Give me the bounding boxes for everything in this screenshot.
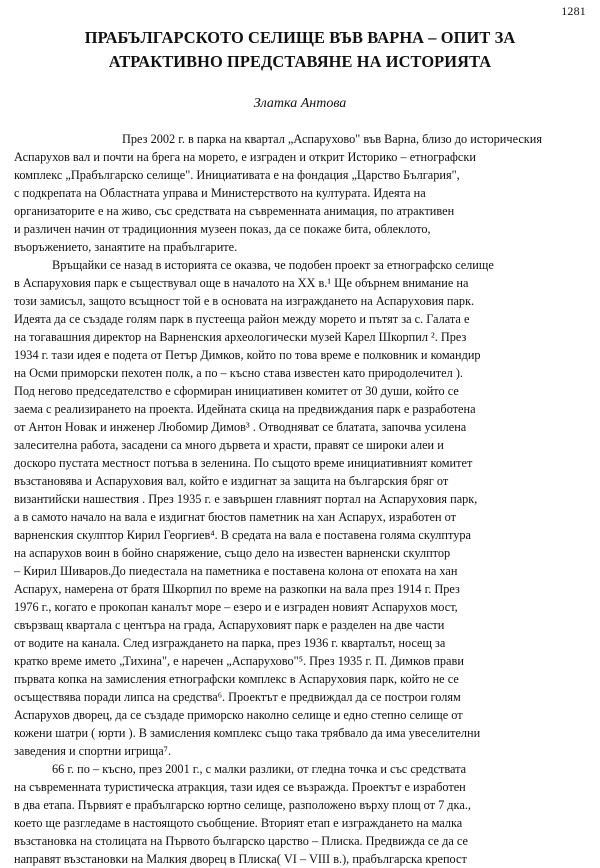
text-line: През 2002 г. в парка на квартал „Аспарухово" във Варна, близо до историческия: [122, 132, 542, 146]
text-line: комплекс „Прабългарско селище". Инициативата е на фондация „Царство България",: [14, 168, 460, 182]
author-name: Златка Антова: [253, 96, 347, 111]
text-line: с подкрепата на Областната управа и Министерството на културата. Идеята на: [14, 186, 426, 200]
page-number: 1281: [561, 4, 586, 18]
text-line: византийски нашествия . През 1935 г. е завършен главният портал на Аспаруховия парк,: [14, 492, 478, 506]
text-line: свързващ квартала с центъра на града, Аспаруховият парк е разделен на две части: [14, 618, 445, 632]
text-line: 1976 г., когато е прокопан каналът море – езеро и е изграден новият Аспарухов мост,: [14, 600, 458, 614]
text-line: на съвременната туристическа атракция, тази идея се възражда. Проектът е изработен: [14, 780, 466, 794]
text-line: варненския скулптор Кирил Георгиев⁴. В средата на вала е поставена голяма скулптура: [14, 528, 471, 542]
text-line: заема с реализирането на проекта. Идейната скица на предвиждания парк е разработена: [14, 402, 476, 416]
text-line: на аспарухов воин в бойно снаряжение, също дело на известен варненски скулптор: [14, 546, 451, 560]
text-line: осъществява поради липса на средства⁶. Проектът е предвиждал да се построи голям: [14, 690, 461, 704]
text-line: кратко време името „Тихина", е наречен „Аспарухово"⁵. През 1935 г. П. Димков прави: [14, 654, 464, 668]
text-line: в два етапа. Първият е прабългарско юртно селище, разположено върху площ от 7 дка.,: [14, 798, 471, 812]
text-line: на тогавашния директор на Варненския археологически музей Карел Шкорпил ². През: [14, 330, 467, 344]
text-line: организаторите е на живо, със средствата на съвременната анимация, по атрактивен: [14, 204, 455, 218]
text-line: залесителна работа, засадени са много дървета и храсти, правят се широки алеи и: [14, 438, 444, 452]
text-line: възстановява и Аспаруховия вал, който е издигнат за защита на българския бряг от: [14, 474, 449, 488]
text-line: въоръжението, занаятите на прабългарите.: [14, 240, 238, 254]
text-line: направят възстановки на Малкия дворец в Плиска( VI – VIII в.), прабългарска крепост: [14, 852, 467, 866]
text-line: заведения и спортни игрища⁷.: [14, 744, 172, 758]
text-line: възстановка на столицата на Първото българско царство – Плиска. Предвижда се да се: [14, 834, 468, 848]
article-body: [14, 130, 586, 868]
text-line: Идеята да се създаде голям парк в пустееща район между морето и пътят за с. Галата е: [14, 312, 470, 326]
text-line: първата копка на замисления етнографски комплекс в Аспаруховия парк, който не се: [14, 672, 459, 686]
text-line: а в самото начало на вала е издигнат бюстов паметник на хан Аспарух, изработен от: [14, 510, 456, 524]
text-line: Под негово председателство е сформиран инициативен комитет от 30 души, който се: [14, 384, 459, 398]
text-line: Аспарух, намерена от братя Шкорпил по време на разкопки на вала през 1914 г. През: [14, 582, 460, 596]
title-line-1: ПРАБЪЛГАРСКОТО СЕЛИЩЕ ВЪВ ВАРНА – ОПИТ ЗА: [84, 28, 516, 47]
text-line: 66 г. по – късно, през 2001 г., с малки разлики, от гледна точка и със средствата: [52, 762, 467, 776]
text-line: доскоро пустата местност потъва в зеленина. По същото време инициативният комитет: [14, 456, 473, 470]
text-line: Връщайки се назад в историята се оказва, че подобен проект за етнографско селище: [52, 258, 494, 272]
text-line: от Антон Новак и инженер Любомир Димов³ . Отводняват се блатата, започва усилена: [14, 420, 467, 434]
article-title: [14, 26, 586, 74]
text-line: Аспарухов дворец, да се създаде приморско наколно селище и едно степно селище от: [14, 708, 463, 722]
text-line: този замисъл, защото всъщност той е в основата на изграждането на Аспаруховия парк.: [14, 294, 475, 308]
title-line-2: АТРАКТИВНО ПРЕДСТАВЯНЕ НА ИСТОРИЯТА: [108, 52, 492, 71]
text-line: – Кирил Шиваров.До пиедестала на паметника е поставена колона от епохата на хан: [14, 564, 458, 578]
text-line: от водите на канала. След изграждането на парка, през 1936 г. кварталът, носещ за: [14, 636, 446, 650]
text-line: Аспарухов вал и почти на брега на морето, е изграден и открит Историко – етнографски: [14, 150, 476, 164]
text-line: на Осми приморски пехотен полк, а по – късно става известен като природолечител ).: [14, 366, 463, 380]
text-line: в Аспаруховия парк е съществувал още в началото на ХХ в.¹ Ще обърнем внимание на: [14, 276, 469, 290]
text-line: което ще разгледаме в настоящото съобщение. Вторият етап е изграждането на малка: [14, 816, 463, 830]
text-line: 1934 г. тази идея е подета от Петър Димков, който по това време е полковник и командир: [14, 348, 481, 362]
text-line: и различен начин от традиционния музеен показ, да се покаже бита, облеклото,: [14, 222, 431, 236]
text-line: кожени шатри ( юрти ). В замисления комплекс също така трябвало да има увеселителни: [14, 726, 481, 740]
